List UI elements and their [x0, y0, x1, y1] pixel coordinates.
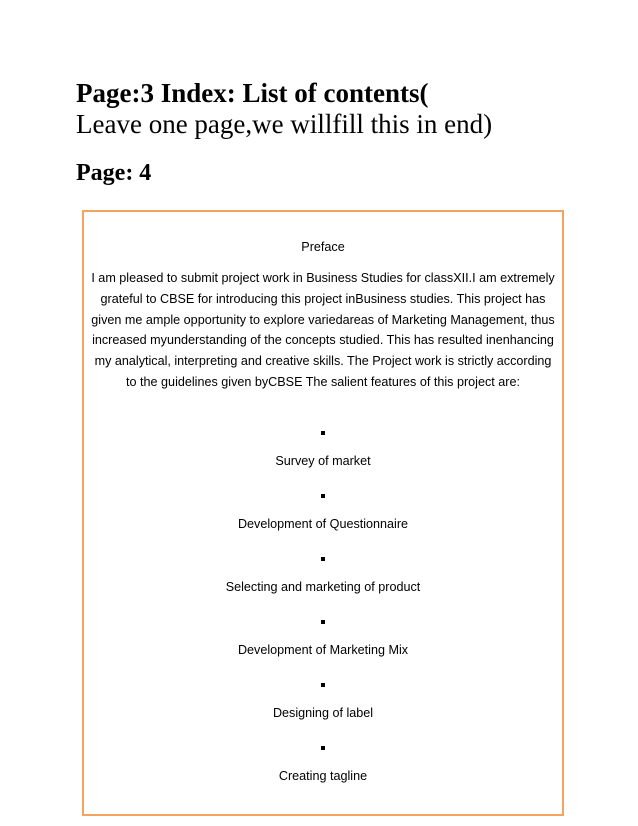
bullet-icon — [321, 746, 325, 750]
list-item — [84, 486, 562, 549]
list-item — [84, 549, 562, 612]
list-item — [84, 612, 562, 675]
bullet-icon — [321, 431, 325, 435]
page-number-label: Page: 4 — [76, 160, 152, 186]
feature-label: Designing of label — [272, 706, 374, 720]
bullet-icon — [321, 557, 325, 561]
feature-label: Creating tagline — [278, 769, 368, 783]
feature-label: Selecting and marketing of product — [225, 580, 421, 594]
feature-label: Survey of market — [275, 454, 371, 468]
feature-list — [84, 423, 562, 801]
feature-label: Development of Questionnaire — [237, 517, 409, 531]
heading-note: Leave one page,we willfill this in end) — [76, 109, 493, 139]
list-item — [84, 675, 562, 738]
preface-body: I am pleased to submit project work in Business Studies for classXII.I am extremely grateful to CBSE for introducing this project inBusiness studies. This project has given me ample opportunity to explore variedareas of Marketing Management, thus increased myunderstanding of the concepts studied. This has resulted inenhancing my analytical, interpreting and creative skills. The Project work is strictly according to the guidelines given byCBSE The salient features of this project are: — [91, 271, 555, 389]
feature-label: Development of Marketing Mix — [237, 643, 409, 657]
preface-title: Preface — [301, 240, 345, 254]
heading-title: Page:3 Index: List of contents( — [76, 78, 429, 108]
page-heading — [76, 78, 616, 140]
preface-box — [82, 210, 564, 816]
list-item — [84, 738, 562, 801]
bullet-icon — [321, 620, 325, 624]
bullet-icon — [321, 494, 325, 498]
bullet-icon — [321, 683, 325, 687]
list-item — [84, 423, 562, 486]
